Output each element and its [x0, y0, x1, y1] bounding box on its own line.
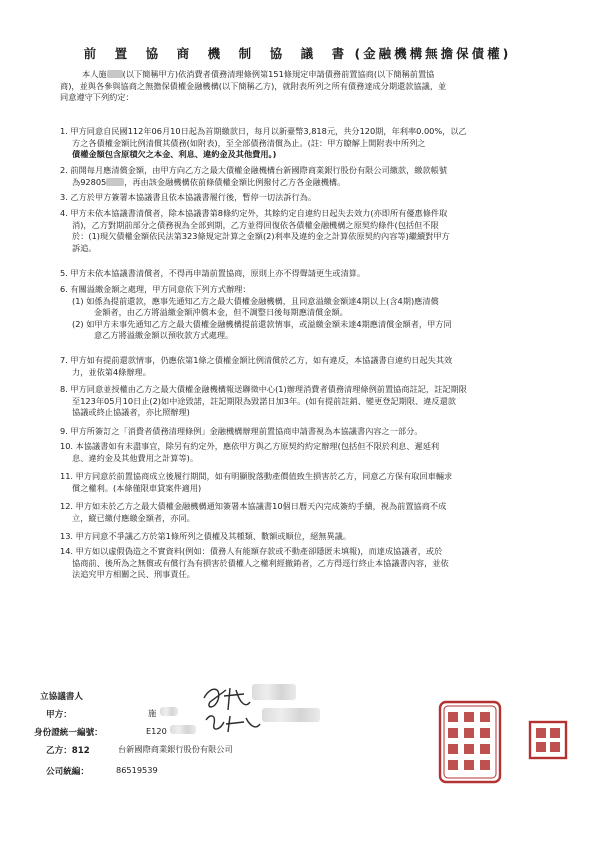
clause-6-item-1: (1) 如係為提前還款，應事先通知乙方之最大債權金融機構，且同意溢繳金額達4期以上(含4期)應清償 [72, 295, 439, 306]
clause-5 [60, 268, 568, 280]
clause-2 [60, 165, 568, 188]
redaction-mask [170, 725, 196, 734]
clause-1-line-2: 方之各債權金額比例清償其債務(如附表)，至全部債務清償為止。(註：甲方瞭解上開附表中所列之 [72, 137, 426, 148]
intro-part-d: 同意遵守下列約定： [60, 92, 134, 102]
clause-8-line-3: 協議或終止協議者，亦比照辦理) [72, 407, 190, 417]
clause-14-line-3: 法追究甲方相關之民、刑事責任。 [72, 569, 195, 579]
clause-4-line-2: 消)，乙方對期前部分之債務視為全部到期，乙方並得回復依各債權金融機構之原契約條件(包括但不限 [72, 219, 439, 230]
redaction-mask [160, 707, 178, 716]
party-b-name: 台新國際商業銀行股份有限公司 [118, 744, 233, 754]
clause-8-line-1: 8. 甲方同意並授權由乙方之最大債權金融機構報送聯徵中心(1)辦理消費者債務清理條例前置協商註記，註記期限 [60, 384, 467, 394]
clause-9-text: 9. 甲方所簽訂之「消費者債務清理條例」金融機構辦理前置協商申請書視為本協議書內容之一部分。 [60, 426, 423, 436]
clause-11-line-1: 11. 甲方同意於前置協商成立後履行期間，如有明顯脫落動產價值致生損害於乙方，同意乙方保有取回車輛求 [60, 471, 453, 481]
clause-9 [60, 426, 568, 438]
company-id-label: 公司統編： [46, 767, 89, 777]
id-number-value: E120 [146, 726, 167, 736]
clause-4-line-1: 4. 甲方未依本協議書清償者，除本協議書第8條約定外，其餘約定自違約日起失去效力(亦即所有優惠條件取 [60, 208, 448, 218]
clause-10-line-2: 息、違約金及其他費用之計算等)。 [72, 452, 199, 463]
clause-4 [60, 208, 568, 254]
clause-6-item-2-cont: 意乙方將溢繳金額以預收款方式處理。 [94, 330, 234, 340]
clause-12-line-2: 立，縱已繳付應繳金額者，亦同。 [72, 512, 195, 523]
signature-redaction [262, 708, 320, 722]
company-id-value: 86519539 [116, 765, 158, 775]
party-b-label: 乙方：812 [46, 746, 90, 756]
clause-3 [60, 192, 568, 204]
clause-6-item-2: (2) 如甲方未事先通知乙方之最大債權金融機構提前還款情事，或溢繳金額未達4期應清償金額者，甲方同 [72, 318, 452, 329]
signatories-heading: 立協議書人 [40, 692, 83, 702]
clause-8-line-2: 至123年05月10日止(2)如中途毀諾，註記期限為毀諾日加3年。(如有提前註銷、變更登記期限、違反還款 [72, 395, 456, 406]
personal-seal [528, 720, 568, 760]
intro [60, 69, 568, 104]
party-a-label: 甲方： [46, 710, 72, 720]
intro-part-b: (以下簡稱甲方)依消費者債務清理條例第151條規定申請債務前置協商(以下簡稱前置協 [122, 69, 435, 79]
clause-14 [60, 546, 568, 581]
clause-5-text: 5. 甲方未依本協議書清償者，不得再申請前置協商，原則上亦不得聲請更生或清算。 [60, 268, 366, 278]
clause-7-line-1: 7. 甲方如有提前還款情事，仍應依第1條之債權金額比例清償於乙方，如有違反，本協議書自違約日起失其效 [60, 355, 453, 365]
clause-2-account: 為92805 [72, 176, 107, 187]
clause-2-line-1: 2. 前開每月應清償金額，由甲方向乙方之最大債權金融機構台新國際商業銀行股份有限公司繳款，繳款帳號 [60, 165, 448, 175]
signature-redaction [252, 684, 296, 700]
clause-4-line-4: 訴追。 [72, 242, 97, 253]
clause-3-text: 3. 乙方於甲方簽署本協議書且依本協議書履行後，暫停一切法訴行為。 [60, 192, 317, 202]
clause-2-line-2: ，再由該金融機構依前條債權金額比例撥付乙方各金融機構。 [124, 176, 346, 187]
redaction-mask [107, 70, 123, 78]
party-a-name: 施 [148, 708, 157, 718]
clause-12-line-1: 12. 甲方如未於乙方之最大債權金融機構通知簽署本協議書10個日曆天內完成簽約手續，視為前置協商不成 [60, 501, 447, 511]
clause-13-text: 13. 甲方同意不爭議乙方於第1條所列之債權及其種類、數額或順位，絕無異議。 [60, 531, 352, 541]
clause-7 [60, 355, 568, 378]
clause-13 [60, 531, 568, 543]
clause-8 [60, 384, 568, 419]
intro-part-a: 本人施 [82, 69, 107, 79]
clause-4-line-3: 於：(1)現欠債權金額依民法第323條規定計算之金額(2)利率及違約金之計算依原契約內容等)繼續對甲方 [72, 231, 450, 241]
page-title: 前 置 協 商 機 制 協 議 書 (金融機構無擔保債權) [83, 46, 512, 61]
clause-14-line-1: 14. 甲方如以虛假偽造之不實資料(例如：債務人有能額存款或不動產卻隱匿未填報)，而達成協議者，或於 [60, 546, 443, 556]
clause-7-line-2: 力，並依第4條辦理。 [72, 366, 151, 377]
clause-6 [60, 284, 568, 342]
clause-11 [60, 471, 568, 494]
intro-part-c: 商)，並與各參與協商之無擔保債權金融機構(以下簡稱乙方)，就附表所列之所有債務達成分期還款協議，並 [60, 80, 447, 91]
clause-10 [60, 441, 568, 464]
bank-seal [438, 700, 502, 784]
clause-1 [60, 126, 568, 161]
redaction-mask [106, 178, 124, 186]
clause-11-line-2: 償之權利。(本條僅限車貸案件適用) [72, 482, 202, 493]
clause-14-line-2: 協商前、後所為之無償或有償行為有損害於債權人之權利經撤銷者，乙方得逕行終止本協議書內容，並依 [72, 557, 449, 568]
clause-1-line-3: 債權金額包含原積欠之本金、利息、違約金及其他費用。) [72, 149, 277, 159]
id-number-label: 身份證統一編號： [34, 728, 103, 738]
clause-6-line-1: 6. 有關溢繳金額之處理，甲方同意依下列方式辦理： [60, 284, 251, 294]
clause-12 [60, 501, 568, 524]
clause-6-item-1-cont: 金額者，由乙方將溢繳金額沖償本金，但不調整日後每期應清償金額。 [94, 307, 348, 317]
clause-1-line-1: 1. 甲方同意自民國112年06月10日起為首期繳款日，每月以新臺幣3,818元，共分120期，年利率0.00%，以乙 [60, 126, 467, 136]
clause-10-line-1: 10. 本協議書如有未盡事宜，除另有約定外，應依甲方與乙方原契約約定辦理(包括但不限於利息、遲延利 [60, 441, 440, 451]
